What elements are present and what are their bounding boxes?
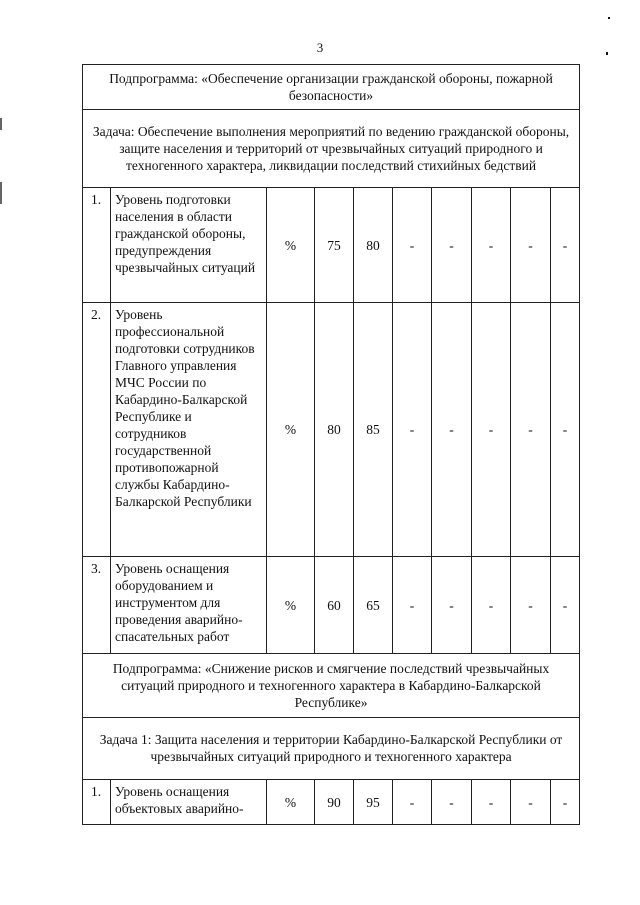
row-number: 1. (83, 780, 111, 825)
value-cell: 90 (315, 780, 354, 825)
subprogram-title: Подпрограмма: «Обеспечение организации гражданской обороны, пожарной безопасности» (83, 65, 580, 110)
row-number: 1. (83, 188, 111, 303)
unit-cell: % (267, 303, 315, 557)
table-row (83, 303, 580, 557)
table-row (83, 557, 580, 654)
subprogram-header-row (83, 65, 580, 110)
task-header-row (83, 718, 580, 780)
empty-value-cell: - (511, 303, 551, 557)
scan-edge-mark (0, 182, 2, 204)
table-row (83, 188, 580, 303)
empty-value-cell: - (393, 780, 432, 825)
value-cell: 85 (354, 303, 393, 557)
empty-value-cell: - (511, 780, 551, 825)
empty-value-cell: - (551, 303, 580, 557)
task-title: Задача 1: Защита населения и территории Кабардино-Балкарской Республики от чрезвычайных ситуаций природного и техногенного характера (83, 718, 580, 780)
table-row (83, 780, 580, 825)
indicator-name: Уровень профессиональной подготовки сотрудников Главного управления МЧС России по Кабардино-Балкарской Республике и сотрудников государственной противопожарной службы Кабардино-Балкарской Республики (111, 303, 267, 557)
indicator-name: Уровень подготовки населения в области гражданской обороны, предупреждения чрезвычайных ситуаций (111, 188, 267, 303)
empty-value-cell: - (472, 780, 511, 825)
value-cell: 75 (315, 188, 354, 303)
empty-value-cell: - (511, 188, 551, 303)
row-number: 3. (83, 557, 111, 654)
value-cell: 60 (315, 557, 354, 654)
subprogram-title: Подпрограмма: «Снижение рисков и смягчение последствий чрезвычайных ситуаций природного и техногенного характера в Кабардино-Балкарской Республике» (83, 654, 580, 718)
task-title: Задача: Обеспечение выполнения мероприятий по ведению гражданской обороны, защите населения и территорий от чрезвычайных ситуаций природного и техногенного характера, ликвидации последствий стихийных бедствий (83, 110, 580, 188)
empty-value-cell: - (511, 557, 551, 654)
unit-cell: % (267, 557, 315, 654)
subprogram-header-row (83, 654, 580, 718)
empty-value-cell: - (393, 303, 432, 557)
unit-cell: % (267, 188, 315, 303)
empty-value-cell: - (393, 557, 432, 654)
empty-value-cell: - (551, 780, 580, 825)
scan-speck (608, 17, 610, 19)
empty-value-cell: - (472, 303, 511, 557)
empty-value-cell: - (472, 188, 511, 303)
task-header-row (83, 110, 580, 188)
value-cell: 80 (354, 188, 393, 303)
empty-value-cell: - (393, 188, 432, 303)
value-cell: 95 (354, 780, 393, 825)
empty-value-cell: - (551, 188, 580, 303)
unit-cell: % (267, 780, 315, 825)
empty-value-cell: - (432, 780, 472, 825)
empty-value-cell: - (432, 557, 472, 654)
empty-value-cell: - (472, 557, 511, 654)
empty-value-cell: - (551, 557, 580, 654)
value-cell: 80 (315, 303, 354, 557)
page-number: 3 (316, 40, 324, 55)
row-number: 2. (83, 303, 111, 557)
scan-speck (606, 52, 608, 55)
scan-edge-mark (0, 118, 2, 130)
indicators-table (82, 64, 580, 825)
empty-value-cell: - (432, 188, 472, 303)
indicator-name: Уровень оснащения объектовых аварийно- (111, 780, 267, 825)
indicator-name: Уровень оснащения оборудованием и инструментом для проведения аварийно-спасательных работ (111, 557, 267, 654)
value-cell: 65 (354, 557, 393, 654)
empty-value-cell: - (432, 303, 472, 557)
